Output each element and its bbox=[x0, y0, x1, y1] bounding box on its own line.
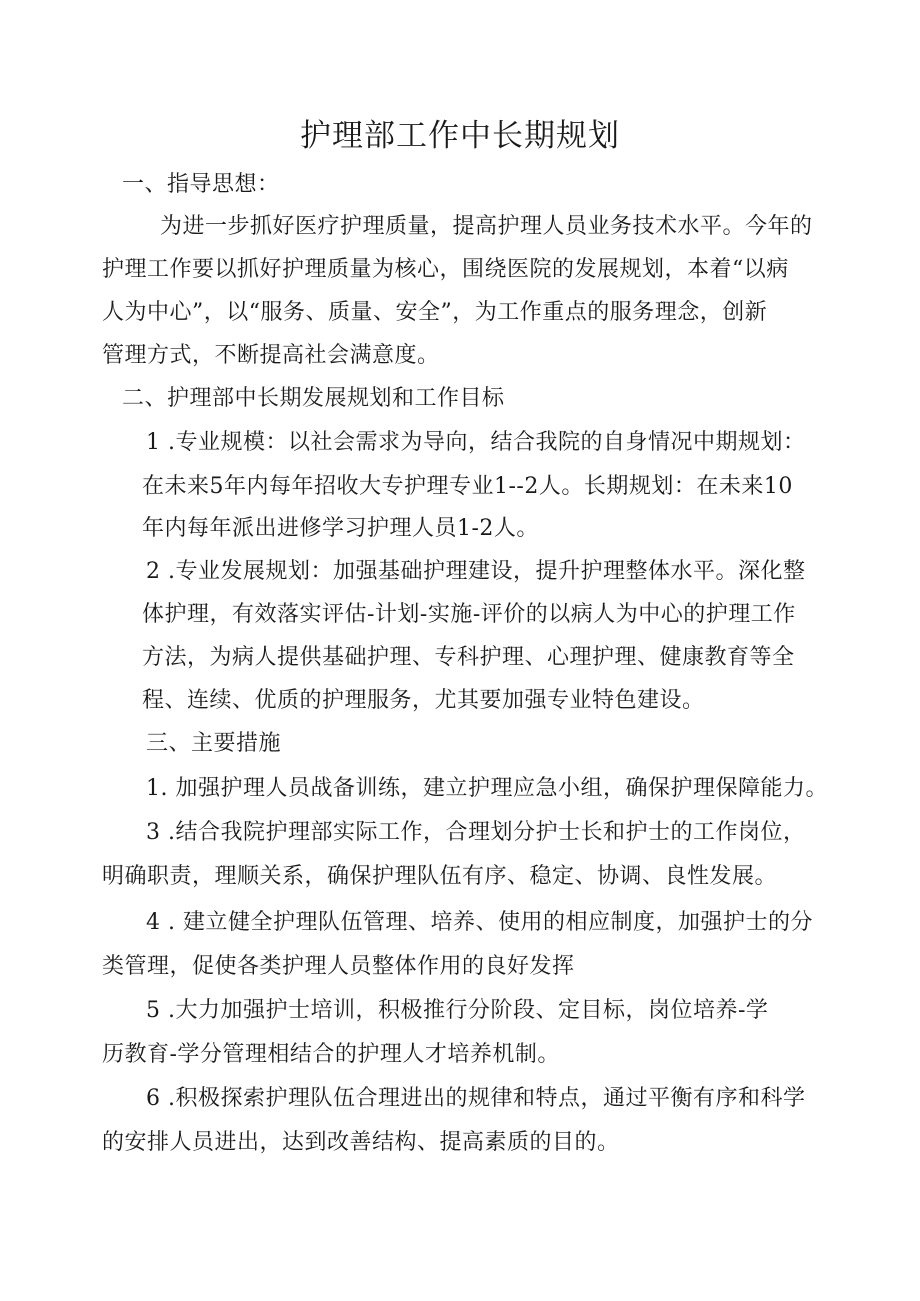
paragraph-line: 为进一步抓好医疗护理质量，提高护理人员业务技术水平。今年的 bbox=[160, 214, 813, 239]
list-item: 3 .结合我院护理部实际工作，合理划分护士长和护士的工作岗位， bbox=[146, 820, 806, 845]
paragraph-line: 护理工作要以抓好护理质量为核心，围绕医院的发展规划，本着“以病 bbox=[102, 257, 789, 282]
list-item-line: 方法，为病人提供基础护理、专科护理、心理护理、健康教育等全 bbox=[142, 645, 795, 670]
list-item: 5 .大力加强护士培训，积极推行分阶段、定目标，岗位培养-学 bbox=[146, 998, 769, 1023]
list-item-line: 类管理，促使各类护理人员整体作用的良好发挥 bbox=[102, 954, 575, 979]
heading-plan-and-goals: 二、护理部中长期发展规划和工作目标 bbox=[122, 386, 505, 411]
paragraph-line: 人为中心”，以“服务、质量、安全”，为工作重点的服务理念，创新 bbox=[102, 300, 768, 325]
document-title: 护理部工作中长期规划 bbox=[300, 118, 620, 154]
list-item-line: 体护理，有效落实评估-计划-实施-评价的以病人为中心的护理工作 bbox=[142, 602, 796, 627]
list-item-line: 在未来5年内每年招收大专护理专业1--2人。长期规划：在未来10 bbox=[142, 474, 793, 499]
heading-guiding-ideology: 一、指导思想： bbox=[122, 172, 280, 197]
list-item-line: 历教育-学分管理相结合的护理人才培养机制。 bbox=[102, 1042, 560, 1067]
list-item: 4 . 建立健全护理队伍管理、培养、使用的相应制度，加强护士的分 bbox=[146, 910, 813, 935]
list-item: 1 .专业规模：以社会需求为导向，结合我院的自身情况中期规划： bbox=[146, 430, 806, 455]
list-item: 2 .专业发展规划：加强基础护理建设，提升护理整体水平。深化整 bbox=[146, 559, 806, 584]
list-item-line: 程、连续、优质的护理服务，尤其要加强专业特色建设。 bbox=[142, 688, 705, 713]
list-item: 1. 加强护理人员战备训练，建立护理应急小组，确保护理保障能力。 bbox=[146, 776, 828, 801]
list-item-line: 年内每年派出进修学习护理人员1-2人。 bbox=[142, 516, 539, 541]
heading-main-measures: 三、主要措施 bbox=[146, 731, 282, 756]
list-item: 6 .积极探索护理队伍合理进出的规律和特点，通过平衡有序和科学 bbox=[146, 1086, 806, 1111]
paragraph-line: 管理方式，不断提高社会满意度。 bbox=[102, 343, 440, 368]
list-item-line: 明确职责，理顺关系，确保护理队伍有序、稳定、协调、良性发展。 bbox=[102, 864, 778, 889]
list-item-line: 的安排人员进出，达到改善结构、提高素质的目的。 bbox=[102, 1130, 620, 1155]
